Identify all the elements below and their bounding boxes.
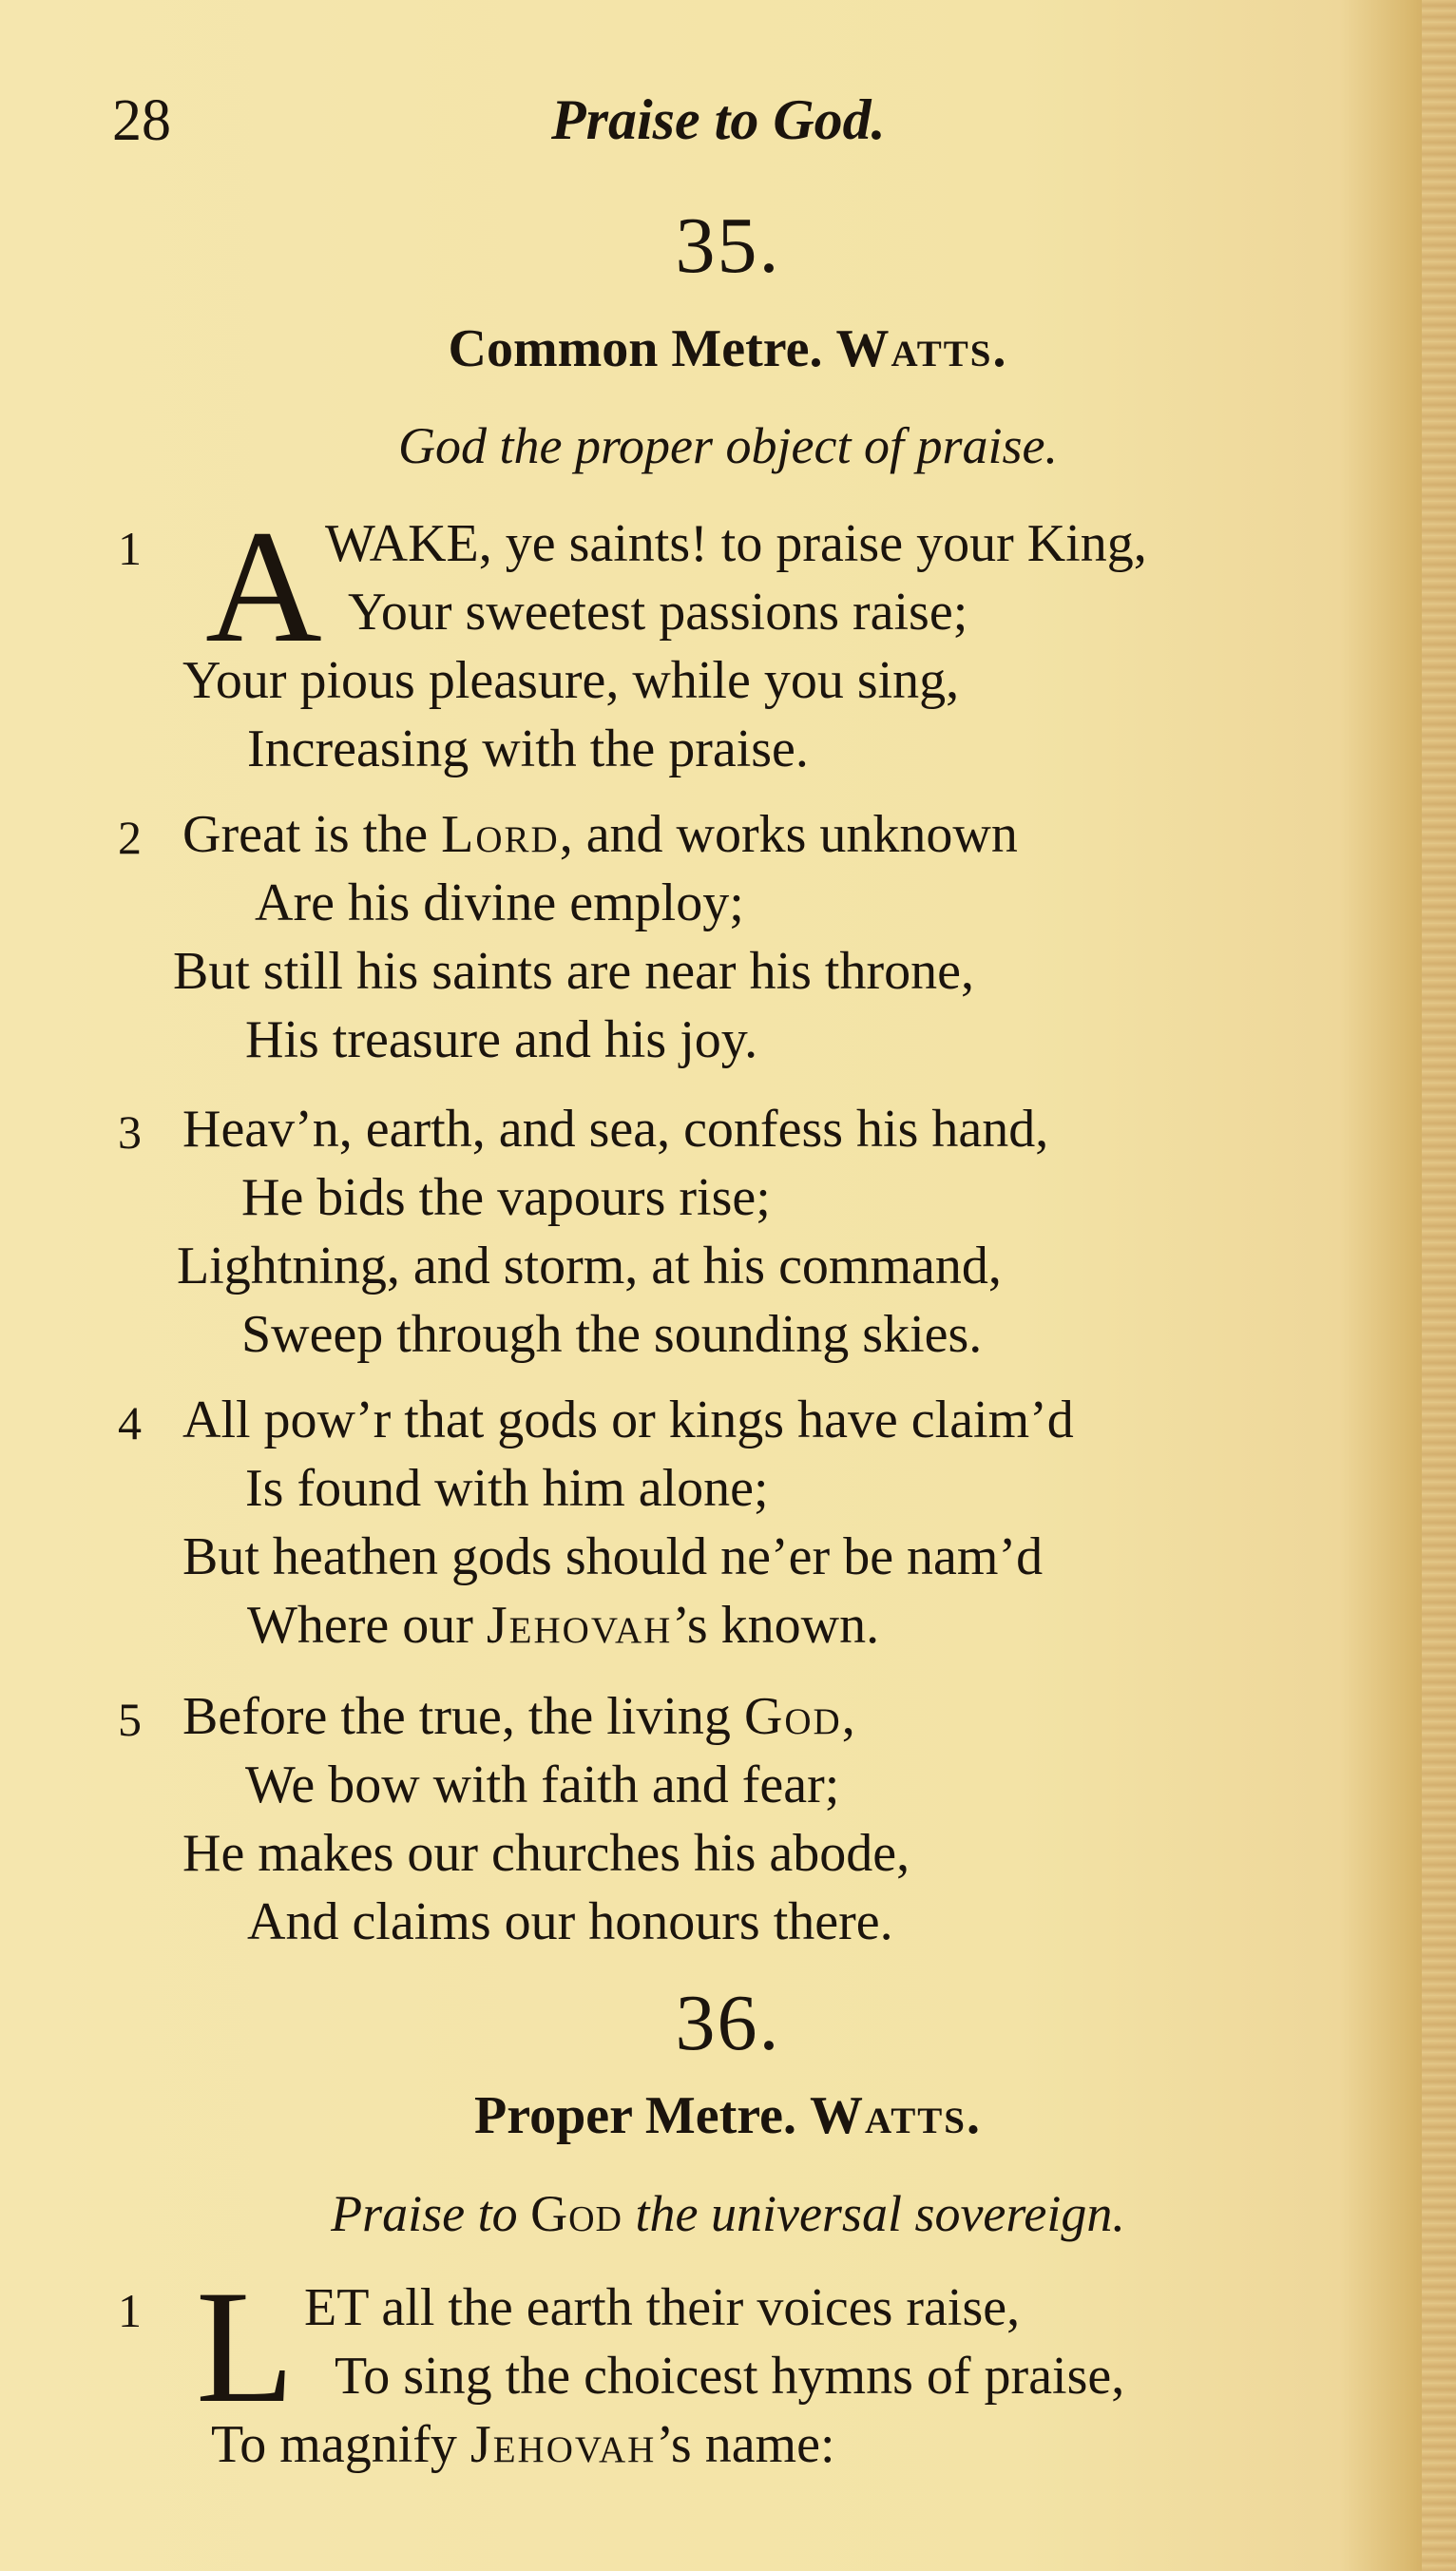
verse-line: Are his divine employ; xyxy=(255,873,744,932)
verse-line: All pow’r that gods or kings have claim’d xyxy=(182,1391,1074,1449)
verse-number: 3 xyxy=(118,1105,142,1159)
hymn-subject: God the proper object of praise. xyxy=(398,417,1058,474)
verse-line: We bow with faith and fear; xyxy=(245,1756,840,1814)
verse-number: 5 xyxy=(118,1693,142,1746)
page-number: 28 xyxy=(112,88,171,153)
verse-line: His treasure and his joy. xyxy=(245,1010,758,1069)
drop-cap: A xyxy=(205,497,322,676)
verse-line: Lightning, and storm, at his command, xyxy=(177,1237,1002,1295)
verse-line: Your pious pleasure, while you sing, xyxy=(182,651,960,710)
hymn-subject: Praise to God the universal sovereign. xyxy=(331,2185,1125,2242)
verse-line: Is found with him alone; xyxy=(245,1459,769,1518)
metre-name: Proper Metre. xyxy=(474,2086,796,2145)
hymn-metre xyxy=(0,2085,1456,2146)
verse-line: Where our Jehovah’s known. xyxy=(247,1596,880,1655)
divine-name: Jehovah xyxy=(469,2415,657,2474)
divine-name: Lord xyxy=(441,805,560,864)
verse-line: But heathen gods should ne’er be nam’d xyxy=(182,1527,1044,1586)
author-name: Watts. xyxy=(809,2086,982,2145)
verse-number: 4 xyxy=(118,1396,142,1449)
verse-number: 1 xyxy=(118,2284,142,2337)
verse-line: To magnify Jehovah’s name: xyxy=(211,2415,835,2474)
divine-name: Jehovah xyxy=(486,1596,673,1655)
verse-line: He makes our churches his abode, xyxy=(182,1824,910,1883)
verse-number: 2 xyxy=(118,811,142,864)
verse-line: Sweep through the sounding skies. xyxy=(241,1305,983,1364)
verse-line: To sing the choicest hymns of praise, xyxy=(335,2347,1125,2406)
divine-name: God xyxy=(530,2185,623,2242)
verse-line: WAKE, ye saints! to praise your King, xyxy=(325,514,1147,573)
verse-line: Your sweetest passions raise; xyxy=(348,583,968,642)
verse-line: But still his saints are near his throne, xyxy=(173,942,974,1001)
hymn-number: 36. xyxy=(675,1979,781,2067)
verse-line: He bids the vapours rise; xyxy=(241,1168,771,1227)
verse-line: And claims our honours there. xyxy=(247,1892,893,1951)
drop-cap: L xyxy=(196,2257,295,2436)
author-name: Watts. xyxy=(835,319,1008,378)
page-header xyxy=(112,87,1253,163)
hymn-metre xyxy=(0,318,1456,379)
verse-line: ET all the earth their voices raise, xyxy=(304,2278,1021,2337)
verse-number: 1 xyxy=(118,522,142,575)
hymn-number: 35. xyxy=(675,201,781,290)
verse-line: Great is the Lord, and works unknown xyxy=(182,805,1018,864)
verse-line: Increasing with the praise. xyxy=(247,719,809,778)
verse-line: Heav’n, earth, and sea, confess his hand, xyxy=(182,1100,1049,1159)
metre-name: Common Metre. xyxy=(448,319,823,378)
divine-name: God xyxy=(743,1687,842,1746)
running-title: Praise to God. xyxy=(551,88,886,151)
verse-line: Before the true, the living God, xyxy=(182,1687,855,1746)
